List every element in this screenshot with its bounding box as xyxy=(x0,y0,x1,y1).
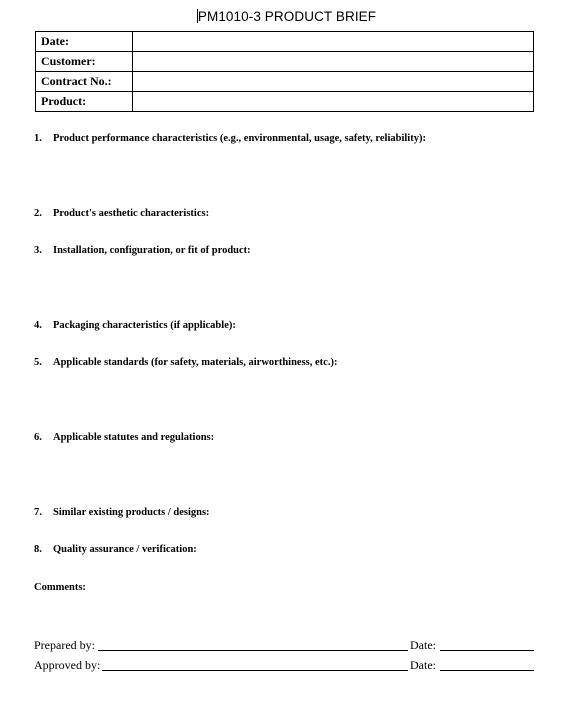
item-text: Product performance characteristics (e.g., environmental, usage, safety, reliability): xyxy=(53,133,426,144)
item-text: Packaging characteristics (if applicable): xyxy=(53,320,236,331)
item-number: 4. xyxy=(34,320,42,331)
item-text: Applicable standards (for safety, materials, airworthiness, etc.): xyxy=(53,357,338,368)
field-row-customer xyxy=(36,52,534,72)
field-label-product: Product: xyxy=(36,92,133,112)
item-8 xyxy=(34,544,197,555)
item-number: 3. xyxy=(34,245,42,256)
comments-label: Comments: xyxy=(34,582,86,593)
item-7 xyxy=(34,507,210,518)
approved-date-line[interactable] xyxy=(440,670,534,671)
item-number: 2. xyxy=(34,208,42,219)
item-3 xyxy=(34,245,251,256)
field-label-contract: Contract No.: xyxy=(36,72,133,92)
field-value-date[interactable] xyxy=(133,32,534,52)
item-number: 8. xyxy=(34,544,42,555)
item-5 xyxy=(34,357,337,368)
prepared-by-line[interactable] xyxy=(98,650,408,651)
approved-by-line[interactable] xyxy=(102,670,408,671)
field-value-customer[interactable] xyxy=(133,52,534,72)
field-label-date: Date: xyxy=(36,32,133,52)
item-text: Installation, configuration, or fit of product: xyxy=(53,245,251,256)
item-text: Product's aesthetic characteristics: xyxy=(53,208,210,219)
item-4 xyxy=(34,320,236,331)
item-text: Similar existing products / designs: xyxy=(53,507,210,518)
item-number: 1. xyxy=(34,133,42,144)
item-number: 5. xyxy=(34,357,42,368)
header-fields-table xyxy=(35,31,534,112)
approved-by-label: Approved by: xyxy=(34,658,101,672)
item-2 xyxy=(34,208,209,219)
prepared-by-label: Prepared by: xyxy=(34,638,95,652)
field-label-customer: Customer: xyxy=(36,52,133,72)
field-row-date xyxy=(36,32,534,52)
field-row-product xyxy=(36,92,534,112)
item-1 xyxy=(34,133,426,144)
title-text: PM1010-3 PRODUCT BRIEF xyxy=(197,9,377,24)
item-6 xyxy=(34,432,214,443)
prepared-date-line[interactable] xyxy=(440,650,534,651)
approved-date-label: Date: xyxy=(410,658,436,672)
field-value-contract[interactable] xyxy=(133,72,534,92)
field-row-contract xyxy=(36,72,534,92)
item-number: 6. xyxy=(34,432,42,443)
item-text: Quality assurance / verification: xyxy=(53,544,197,555)
page-title xyxy=(0,9,573,24)
item-number: 7. xyxy=(34,507,42,518)
prepared-date-label: Date: xyxy=(410,638,436,652)
item-text: Applicable statutes and regulations: xyxy=(53,432,215,443)
field-value-product[interactable] xyxy=(133,92,534,112)
